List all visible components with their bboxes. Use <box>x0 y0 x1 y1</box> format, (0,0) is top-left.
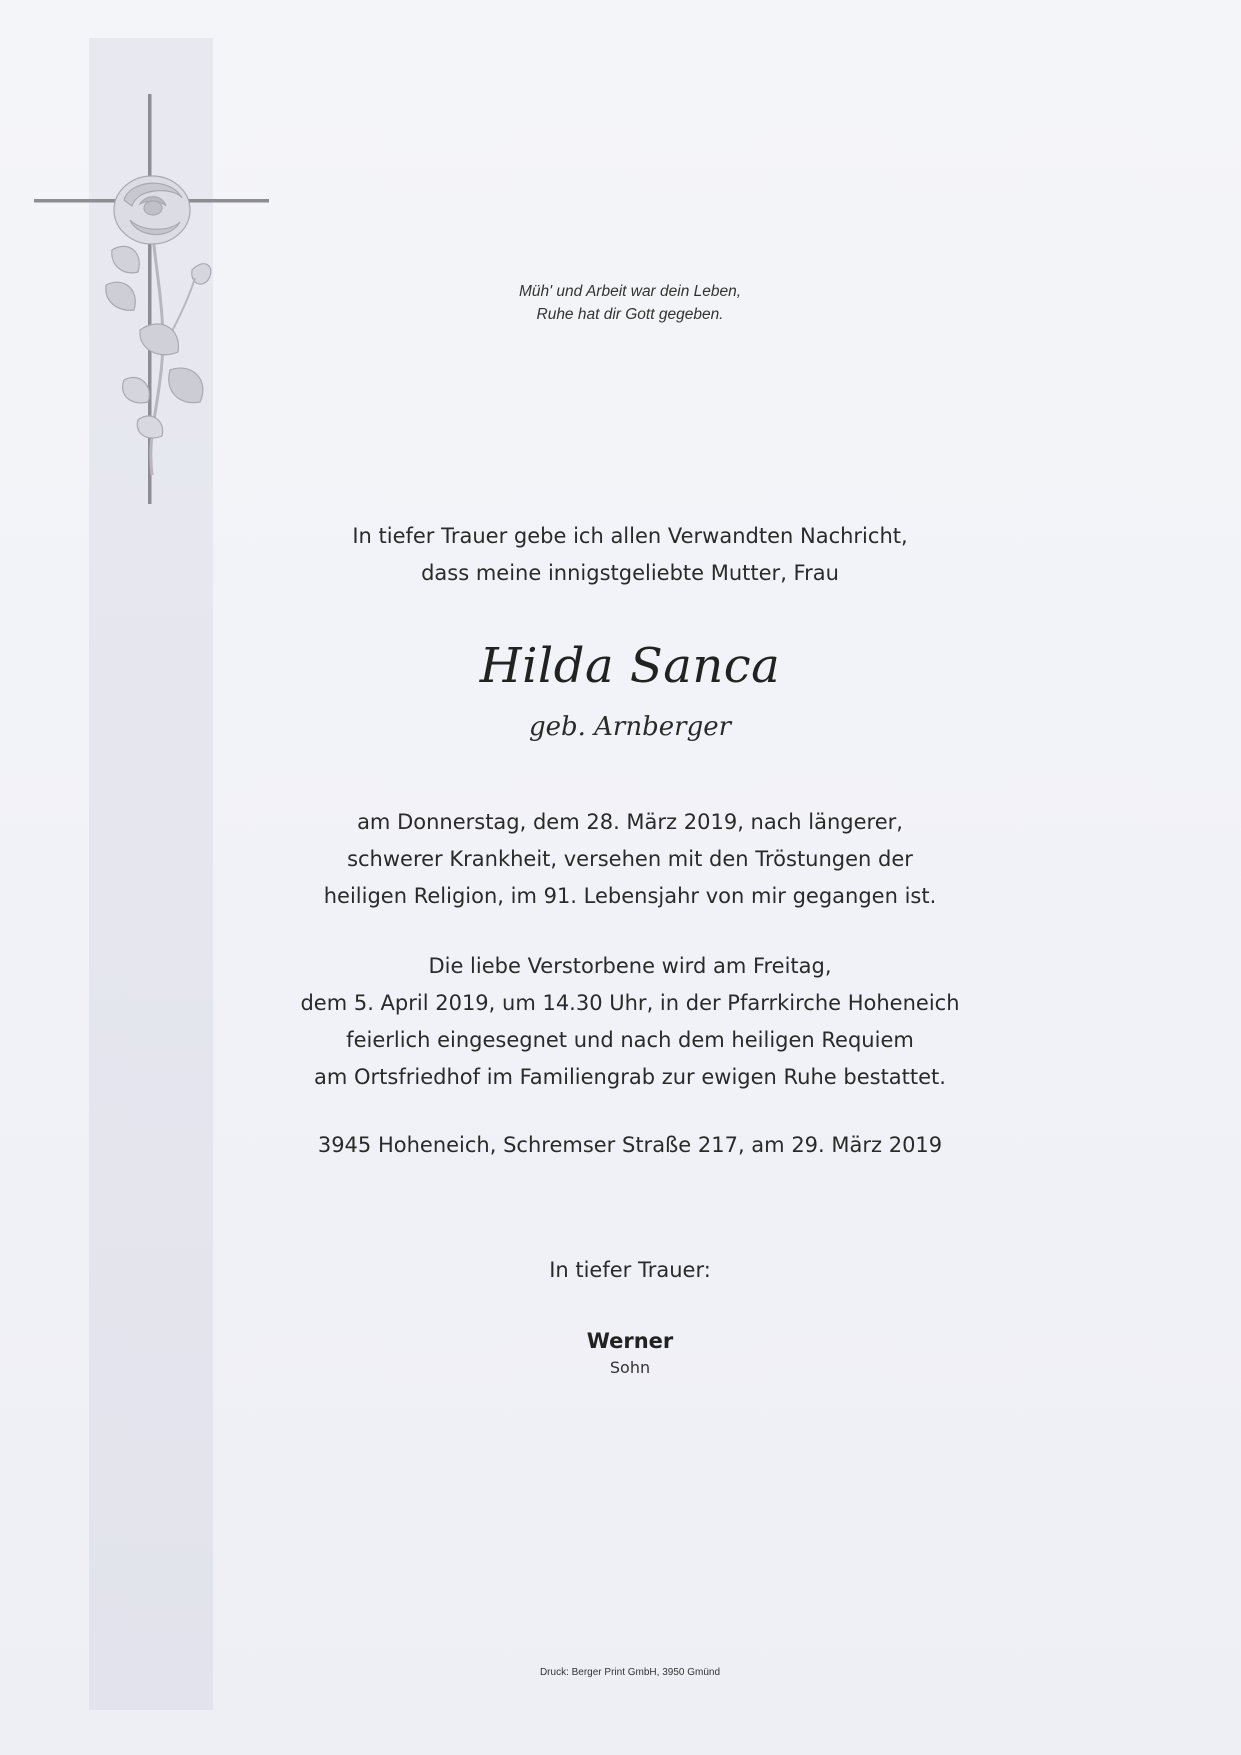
funeral-line: am Ortsfriedhof im Familiengrab zur ewigen Ruhe bestattet. <box>314 1065 946 1089</box>
intro-text <box>260 518 1000 592</box>
funeral-line: dem 5. April 2019, um 14.30 Uhr, in der Pfarrkirche Hoheneich <box>300 991 960 1015</box>
motto-line: Ruhe hat dir Gott gegeben. <box>536 306 724 323</box>
printer-credit: Druck: Berger Print GmbH, 3950 Gmünd <box>539 1667 721 1678</box>
intro-line: In tiefer Trauer gebe ich allen Verwandten Nachricht, <box>352 524 908 548</box>
funeral-line: Die liebe Verstorbene wird am Freitag, <box>428 954 832 978</box>
death-notice <box>260 804 1000 915</box>
mourner-role: Sohn <box>609 1358 651 1377</box>
mourner-name: Werner <box>586 1329 674 1353</box>
funeral-line: feierlich eingesegnet und nach dem heiligen Requiem <box>346 1028 914 1052</box>
mourning-heading: In tiefer Trauer: <box>549 1258 711 1282</box>
deceased-name: Hilda Sanca <box>479 638 781 694</box>
death-notice-line: am Donnerstag, dem 28. März 2019, nach längerer, <box>357 810 903 834</box>
death-notice-line: schwerer Krankheit, versehen mit den Tröstungen der <box>347 847 913 871</box>
death-notice-line: heiligen Religion, im 91. Lebensjahr von mir gegangen ist. <box>323 884 937 908</box>
rose-icon <box>106 176 211 475</box>
motto <box>380 280 880 326</box>
intro-line: dass meine innigstgeliebte Mutter, Frau <box>421 561 839 585</box>
cross-rose-icon <box>20 80 280 520</box>
funeral-details <box>260 948 1000 1096</box>
motto-line: Müh' und Arbeit war dein Leben, <box>518 283 742 300</box>
maiden-name: geb. Arnberger <box>528 712 732 742</box>
address-date: 3945 Hoheneich, Schremser Straße 217, am 29. März 2019 <box>317 1133 943 1157</box>
